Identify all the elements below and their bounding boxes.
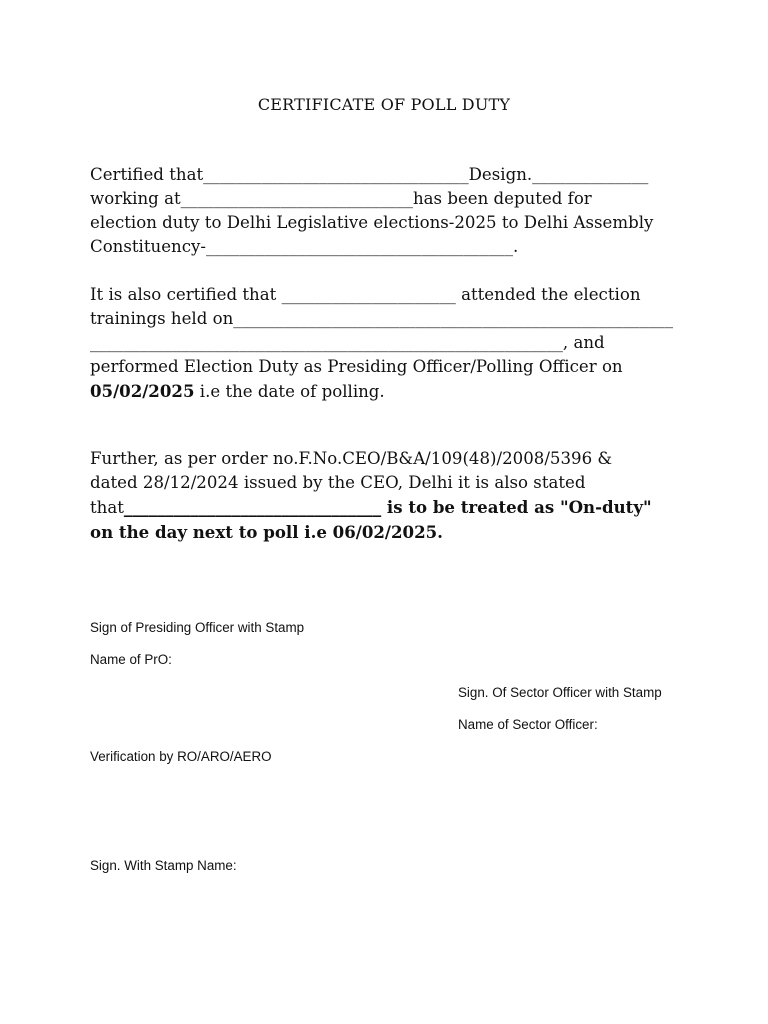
presiding-officer-name-label: Name of PrO: <box>90 652 172 667</box>
order-line-3 <box>90 495 690 520</box>
training-line-4: performed Election Duty as Presiding Officer/Polling Officer on <box>90 357 623 376</box>
order-line-3-prefix: that <box>90 498 124 517</box>
presiding-officer-sign-label: Sign of Presiding Officer with Stamp <box>90 620 305 635</box>
order-line-2: dated 28/12/2024 issued by the CEO, Delhi it is also stated <box>90 473 586 492</box>
document-title: CERTIFICATE OF POLL DUTY <box>257 95 511 114</box>
certification-paragraph <box>90 163 690 259</box>
sector-officer-sign-label: Sign. Of Sector Officer with Stamp <box>458 685 662 700</box>
next-day-statement: on the day next to poll i.e 06/02/2025. <box>90 522 443 542</box>
sector-officer-name-label: Name of Sector Officer: <box>458 717 598 732</box>
certification-line-4: Constituency-_____________________________________. <box>90 237 519 256</box>
order-paragraph <box>90 447 690 544</box>
polling-date-line <box>90 379 690 404</box>
stamp-name-label: Sign. With Stamp Name: <box>90 858 237 873</box>
on-duty-statement: _______________________________ is to be treated as "On-duty" <box>123 497 652 517</box>
certification-line-3: election duty to Delhi Legislative elections-2025 to Delhi Assembly <box>90 213 654 232</box>
order-line-1: Further, as per order no.F.No.CEO/B&A/109(48)/2008/5396 & <box>90 449 613 468</box>
certification-line-2: working at____________________________has been deputed for <box>90 189 592 208</box>
polling-date: 05/02/2025 <box>90 381 195 401</box>
training-line-2: trainings held on_____________________________________________________ <box>90 309 674 328</box>
training-line-3: _________________________________________________________, and <box>90 333 605 352</box>
verification-label: Verification by RO/ARO/AERO <box>90 749 272 764</box>
training-line-1: It is also certified that _____________________ attended the election <box>90 285 641 304</box>
training-paragraph <box>90 283 690 404</box>
polling-date-suffix: i.e the date of polling. <box>194 382 385 401</box>
certification-line-1: Certified that________________________________Design.______________ <box>90 165 649 184</box>
